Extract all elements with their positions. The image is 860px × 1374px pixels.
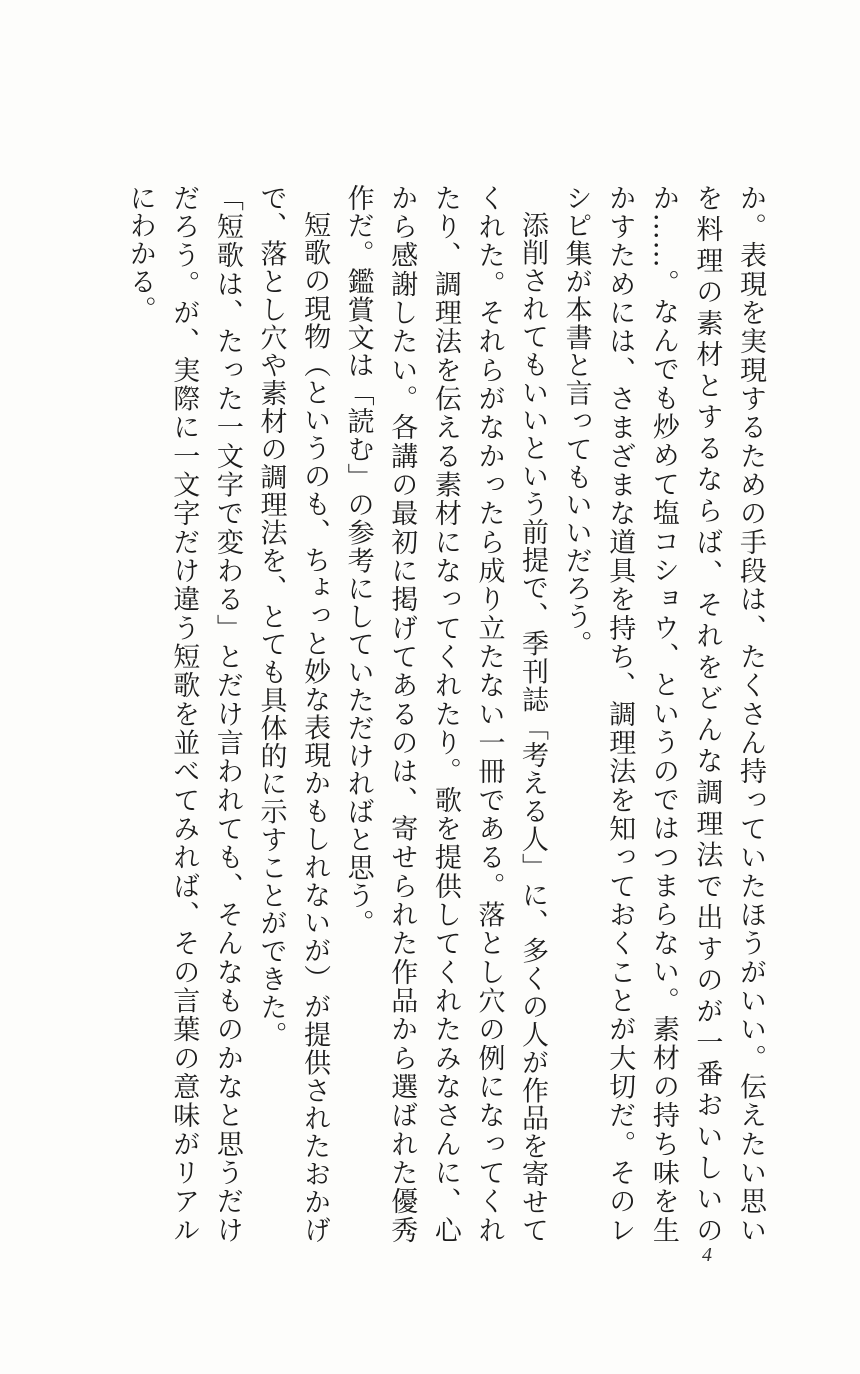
paragraph-3: 短歌の現物（というのも、ちょっと妙な表現かもしれないが）が提供されたおかげで、落とし穴や素材の調理法を、とても具体的に示すことができた。 <box>255 184 331 1244</box>
page-number: 4 <box>702 1244 712 1266</box>
paragraph-2: 添削されてもいいという前提で、季刊誌「考える人」に、多くの人が作品を寄せてくれた。それらがなかったら成り立たない一冊である。落とし穴の例になってくれたり、調理法を伝える素材になってくれたり。歌を提供してくれたみなさんに、心から感謝したい。各講の最初に掲げてあるのは、寄せられた作品から選ばれた優秀作だ。鑑賞文は「読む」の参考にしていただければと思う。 <box>342 184 549 1244</box>
paragraph-4: 「短歌は、たった一文字で変わる」とだけ言われても、そんなものかなと思うだけだろう。が、実際に一文字だけ違う短歌を並べてみれば、その言葉の意味がリアルにわかる。 <box>124 184 243 1244</box>
vertical-text-body <box>72 184 772 1244</box>
paragraph-1: か。表現を実現するための手段は、たくさん持っていたほうがいい。伝えたい思いを料理の素材とするならば、それをどんな調理法で出すのが一番おいしいのか……。なんでも炒めて塩コショウ、というのではつまらない。素材の持ち味を生かすためには、さまざまな道具を持ち、調理法を知っておくことが大切だ。そのレシピ集が本書と言ってもいいだろう。 <box>560 184 766 1244</box>
